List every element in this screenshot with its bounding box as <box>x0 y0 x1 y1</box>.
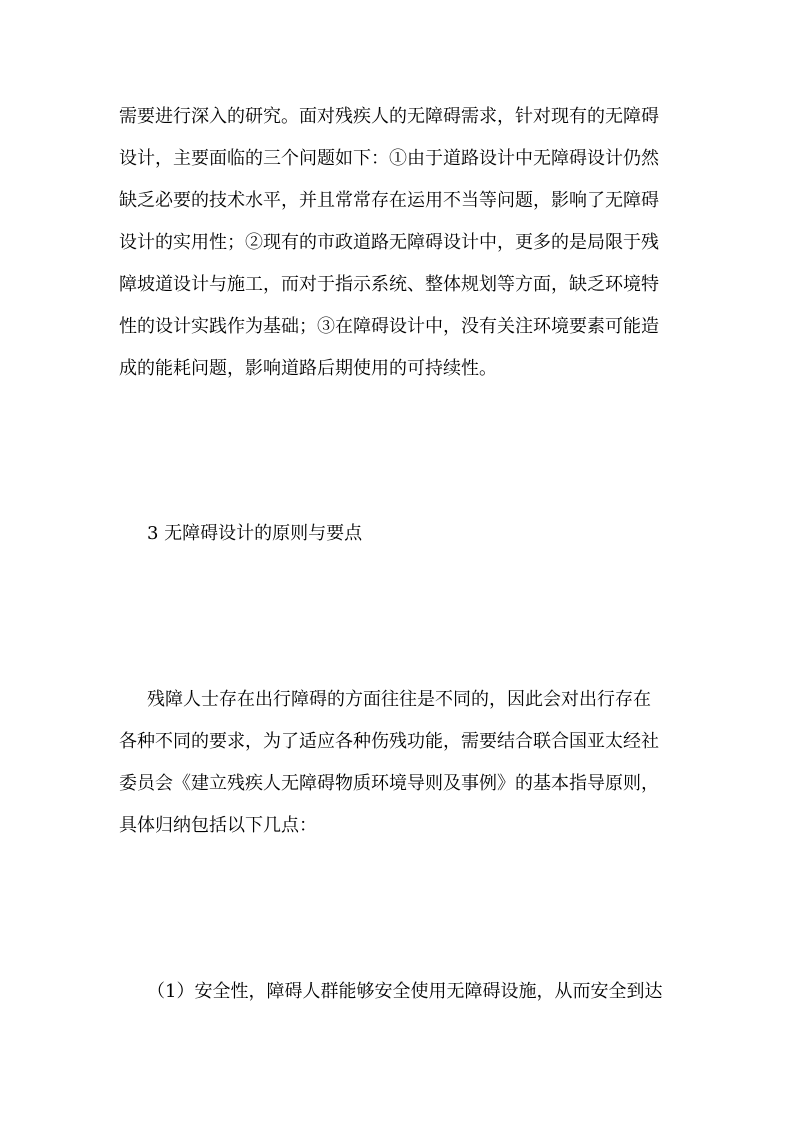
text-line: 缺乏必要的技术水平，并且常常存在运用不当等问题，影响了无障碍 <box>119 190 659 211</box>
text-line: 成的能耗问题，影响道路后期使用的可持续性。 <box>119 358 497 379</box>
text-line: 残障人士存在出行障碍的方面往往是不同的，因此会对出行存在 <box>147 689 651 710</box>
text-line: （1）安全性，障碍人群能够安全使用无障碍设施，从而安全到达 <box>147 981 663 1002</box>
text-line: 委员会《建立残疾人无障碍物质环境导则及事例》的基本指导原则， <box>119 773 659 794</box>
text-line: 障坡道设计与施工，而对于指示系统、整体规划等方面，缺乏环境特 <box>119 274 659 295</box>
text-line: 各种不同的要求，为了适应各种伤残功能，需要结合联合国亚太经社 <box>119 731 659 752</box>
text-line: 具体归纳包括以下几点： <box>119 815 317 836</box>
text-line: 需要进行深入的研究。面对残疾人的无障碍需求，针对现有的无障碍 <box>119 106 659 127</box>
section-heading: 3 无障碍设计的原则与要点 <box>147 523 363 544</box>
text-line: 设计，主要面临的三个问题如下：①由于道路设计中无障碍设计仍然 <box>119 148 659 169</box>
text-line: 设计的实用性；②现有的市政道路无障碍设计中，更多的是局限于残 <box>119 232 659 253</box>
text-line: 性的设计实践作为基础；③在障碍设计中，没有关注环境要素可能造 <box>119 316 659 337</box>
